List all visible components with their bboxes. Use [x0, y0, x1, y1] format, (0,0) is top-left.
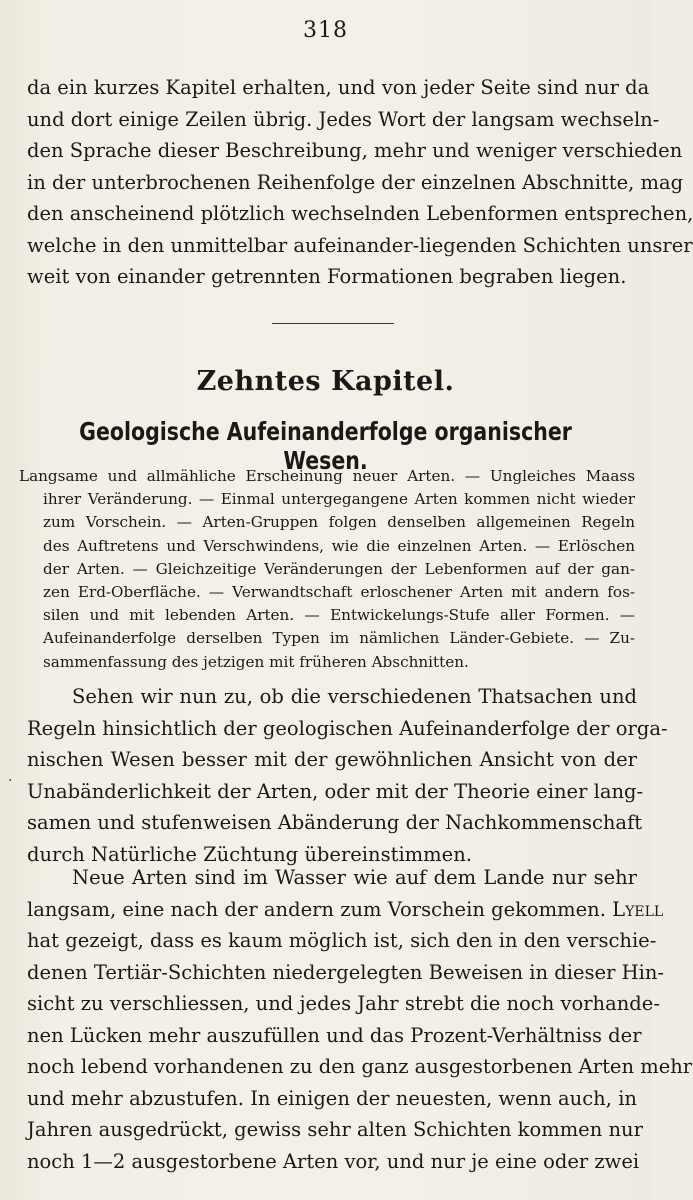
text-line [27, 894, 664, 926]
text-line: welche in den unmittelbar aufeinander-liegenden Schichten unsrer [27, 233, 693, 257]
text-line: noch lebend vorhandenen zu den ganz ausgestorbenen Arten mehr [27, 1055, 693, 1078]
text-line: samen und stufenweisen Abänderung der Nachkommenschaft [27, 811, 643, 834]
text-line: nischen Wesen besser mit der gewöhnlichen Ansicht von der [27, 748, 637, 771]
text-line: nen Lücken mehr auszufüllen und das Prozent-Verhältniss der [27, 1023, 642, 1047]
text-line: durch Natürliche Züchtung übereinstimmen. [27, 842, 472, 866]
summary-line: des Auftretens und Verschwindens, wie die einzelnen Arten. — Erlöschen [43, 536, 635, 555]
text-line: den anscheinend plötzlich wechselnden Lebenformen entsprechen, [27, 202, 693, 225]
body-paragraph-2 [27, 862, 693, 1177]
text-line: Sehen wir nun zu, ob die verschiedenen Thatsachen und [72, 685, 637, 708]
text-line: denen Tertiär-Schichten niedergelegten Beweisen in dieser Hin- [27, 960, 664, 984]
text-line: Regeln hinsichtlich der geologischen Aufeinanderfolge der orga- [27, 716, 668, 740]
summary-line: silen und mit lebenden Arten. — Entwickelungs-Stufe aller Formen. — [43, 606, 635, 625]
text-line: Jahren ausgedrückt, gewiss sehr alten Schichten kommen nur [27, 1118, 643, 1141]
section-divider [272, 323, 394, 324]
margin-mark: · [8, 773, 13, 789]
text-line: noch 1—2 ausgestorbene Arten vor, und nur je eine oder zwei [27, 1149, 640, 1173]
summary-line: der Arten. — Gleichzeitige Veränderungen der Lebenformen auf der gan- [43, 559, 635, 578]
chapter-title: Geologische Aufeinanderfolge organischer Wesen. [79, 417, 572, 475]
text-line: Unabänderlichkeit der Arten, oder mit der Theorie einer lang- [27, 779, 644, 803]
text-line: den Sprache dieser Beschreibung, mehr und weniger verschieden [27, 139, 683, 162]
text-line: da ein kurzes Kapitel erhalten, und von jeder Seite sind nur da [27, 76, 650, 99]
summary-line: Aufeinanderfolge derselben Typen im nämlichen Länder-Gebiete. — Zu- [43, 629, 635, 648]
text-line: Neue Arten sind im Wasser wie auf dem Lande nur sehr [72, 866, 637, 889]
text-segment: langsam, eine nach der andern zum Vorschein gekommen. [27, 897, 606, 921]
text-line: und dort einige Zeilen übrig. Jedes Wort der langsam wechseln- [27, 107, 660, 131]
summary-line: ihrer Veränderung. — Einmal untergegangene Arten kommen nicht wieder [43, 490, 635, 509]
intro-paragraph [27, 72, 693, 293]
summary-line: zen Erd-Oberfläche. — Verwandtschaft erloschener Arten mit andern fos- [43, 583, 635, 602]
body-paragraph-1 [27, 681, 668, 870]
text-line: weit von einander getrennten Formationen begraben liegen. [27, 265, 627, 288]
summary-line: Langsame und allmähliche Erscheinung neuer Arten. — Ungleiches Maass [19, 467, 635, 485]
summary-line: zum Vorschein. — Arten-Gruppen folgen denselben allgemeinen Regeln [43, 513, 635, 532]
text-line: sicht zu verschliessen, und jedes Jahr strebt die noch vorhande- [27, 992, 660, 1015]
chapter-summary [19, 465, 635, 674]
page-number: 318 [303, 18, 348, 43]
text-line: in der unterbrochenen Reihenfolge der einzelnen Abschnitte, mag [27, 170, 684, 194]
text-line: hat gezeigt, dass es kaum möglich ist, sich den in den verschie- [27, 929, 657, 952]
text-line: und mehr abzustufen. In einigen der neuesten, wenn auch, in [27, 1086, 637, 1110]
chapter-number: Zehntes Kapitel. [196, 366, 455, 397]
summary-line: sammenfassung des jetzigen mit früheren Abschnitten. [43, 652, 469, 671]
author-name: Lyell [612, 897, 664, 921]
